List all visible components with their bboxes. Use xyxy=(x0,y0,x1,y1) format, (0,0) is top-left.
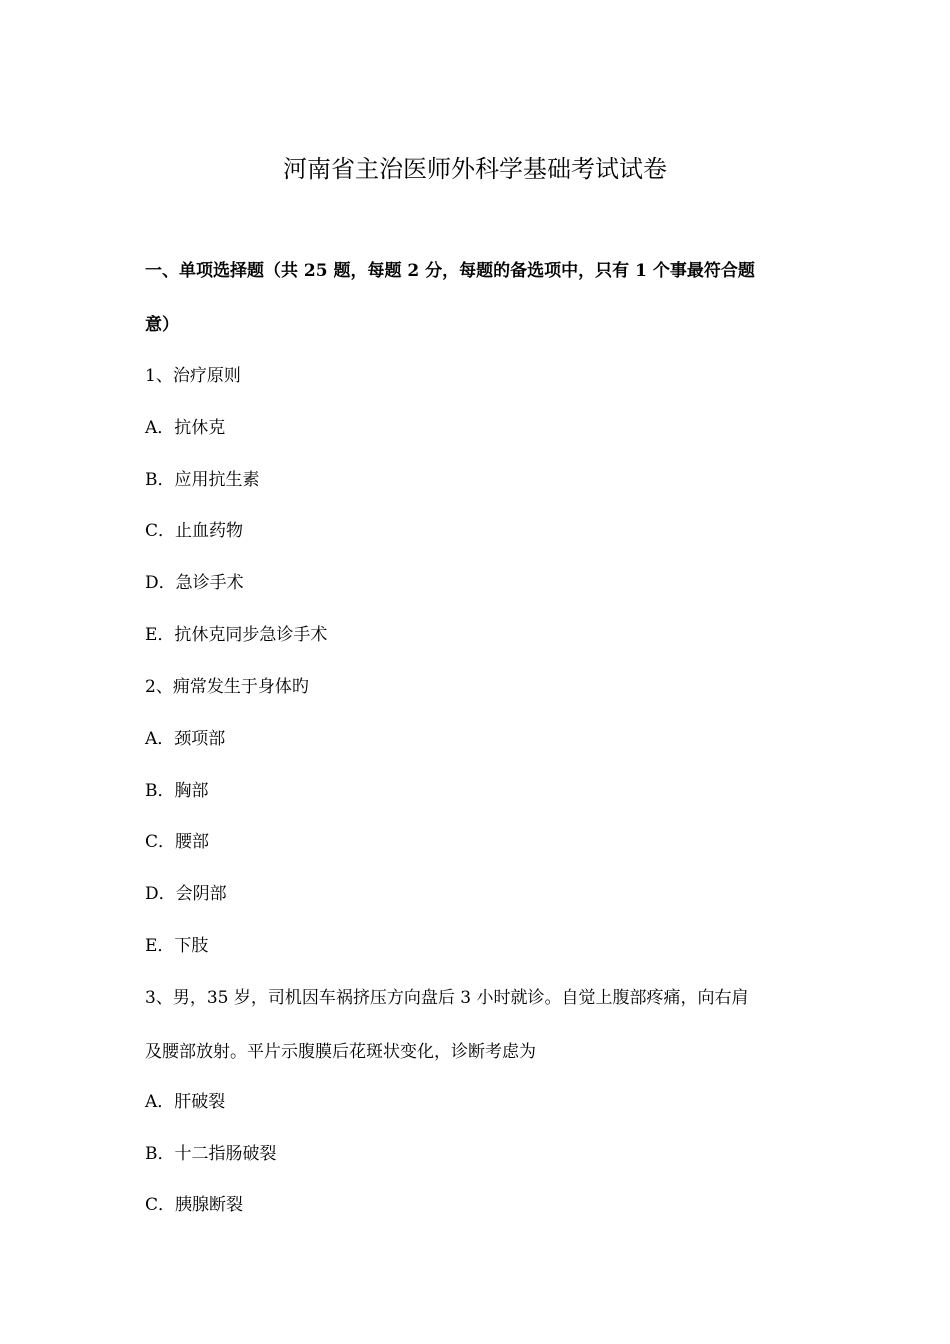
question-2-stem: 2、痈常发生于身体旳 xyxy=(145,677,309,697)
question-2-option-d: D．会阴部 xyxy=(145,884,227,904)
question-1-option-d: D．急诊手术 xyxy=(145,573,244,593)
question-1-option-e: E．抗休克同步急诊手术 xyxy=(145,625,328,645)
question-3-stem-line-2: 及腰部放射。平片示腹膜后花斑状变化，诊断考虑为 xyxy=(145,1042,536,1062)
question-3-option-a: A．肝破裂 xyxy=(145,1092,226,1112)
section-heading-line-1: 一、单项选择题（共 25 题，每题 2 分，每题的备选项中，只有 1 个事最符合题 xyxy=(145,261,755,281)
question-3-option-b: B．十二指肠破裂 xyxy=(145,1144,277,1164)
question-2-option-e: E．下肢 xyxy=(145,936,209,956)
question-1-option-a: A．抗休克 xyxy=(145,418,226,438)
question-2-option-b: B．胸部 xyxy=(145,781,209,801)
question-2-option-c: C．腰部 xyxy=(145,832,210,852)
question-3-option-c: C．胰腺断裂 xyxy=(145,1195,244,1215)
section-heading-line-2: 意） xyxy=(145,315,179,335)
question-2-option-a: A．颈项部 xyxy=(145,729,226,749)
question-1-option-c: C．止血药物 xyxy=(145,521,244,541)
question-1-option-b: B．应用抗生素 xyxy=(145,470,260,490)
question-1-stem: 1、治疗原则 xyxy=(145,366,241,386)
question-3-stem-line-1: 3、男，35 岁，司机因车祸挤压方向盘后 3 小时就诊。自觉上腹部疼痛，向右肩 xyxy=(145,988,749,1008)
document-title: 河南省主治医师外科学基础考试试卷 xyxy=(283,155,667,183)
